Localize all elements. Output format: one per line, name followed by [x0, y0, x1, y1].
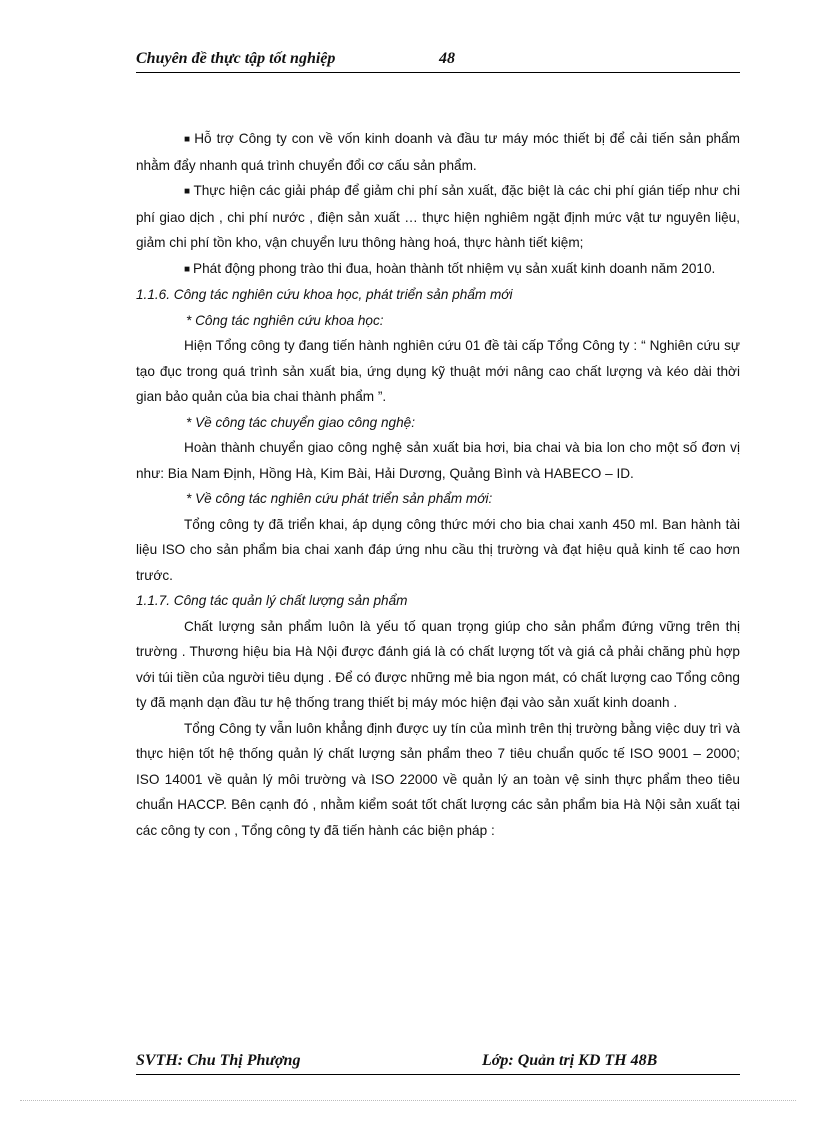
bullet-paragraph: [136, 126, 740, 178]
document-title: Chuyên đề thực tập tốt nghiệp: [136, 50, 336, 67]
section-heading-1-1-7: 1.1.7. Công tác quản lý chất lượng sản phẩm: [136, 593, 408, 608]
bullet-paragraph: [136, 178, 740, 256]
paragraph: Hoàn thành chuyển giao công nghệ sản xuất bia hơi, bia chai và bia lon cho một số đơn vị như: Bia Nam Định, Hồng Hà, Kim Bài, Hải Dương, Quảng Bình và HABECO – ID.: [136, 440, 740, 481]
square-bullet-icon: ■: [184, 263, 191, 275]
page-header: [136, 50, 740, 73]
document-body: [136, 126, 740, 843]
subsection-title: * Về công tác chuyển giao công nghệ:: [186, 414, 415, 430]
paragraph: Tổng Công ty vẫn luôn khẳng định được uy tín của mình trên thị trường bằng việc duy trì và thực hiện tốt hệ thống quản lý chất lượng sản phẩm theo 7 tiêu chuẩn quốc tế ISO 9001 – 2000; ISO 14001 về quản lý môi trường và ISO 22000 về quản lý an toàn vệ sinh thực phẩm theo tiêu chuẩn HACCP. Bên cạnh đó , nhằm kiểm soát tốt chất lượng các sản phẩm bia Hà Nội sản xuất tại các công ty con , Tổng công ty đã tiến hành các biện pháp :: [136, 720, 740, 838]
paragraph: Hiện Tổng công ty đang tiến hành nghiên cứu 01 đề tài cấp Tổng Công ty : “ Nghiên cứu sự tạo đục trong quá trình sản xuất bia, ứng dụng kỹ thuật mới nâng cao chất lượng và kéo dài thời gian bảo quản của bia chai thành phẩm ”.: [136, 338, 740, 404]
paragraph: Tổng công ty đã triển khai, áp dụng công thức mới cho bia chai xanh 450 ml. Ban hành tài liệu ISO cho sản phẩm bia chai xanh đáp ứng nhu cầu thị trường và đạt hiệu quả kinh tế cao hơn trước.: [136, 516, 740, 583]
student-name: SVTH: Chu Thị Phượng: [136, 1052, 301, 1069]
bullet-paragraph: [136, 256, 740, 283]
square-bullet-icon: ■: [184, 134, 192, 145]
paragraph: Chất lượng sản phẩm luôn là yếu tố quan trọng giúp cho sản phẩm đứng vững trên thị trường . Thương hiệu bia Hà Nội được đánh giá là có chất lượng tốt và giá cả phải chăng phù hợp với túi tiền của người tiêu dụng . Để có được những mẻ bia ngon mát, có chất lượng cao Tổng công ty đã mạnh dạn đầu tư hệ thống trang thiết bị máy móc hiện đại vào sản xuất kinh doanh .: [136, 618, 740, 710]
bullet-text: Thực hiện các giải pháp để giảm chi phí sản xuất, đặc biệt là các chi phí gián tiếp như chi phí giao dịch , chi phí nước , điện sản xuất … thực hiện nghiêm ngặt định mức vật tư nguyên liệu, giảm chi phí tồn kho, vận chuyển lưu thông hàng hoá, thực hành tiết kiệm;: [136, 183, 741, 250]
square-bullet-icon: ■: [184, 186, 191, 197]
section-heading-1-1-6: 1.1.6. Công tác nghiên cứu khoa học, phát triển sản phẩm mới: [136, 287, 513, 302]
bullet-text: Phát động phong trào thi đua, hoàn thành tốt nhiệm vụ sản xuất kinh doanh năm 2010.: [193, 260, 716, 276]
subsection-title: * Về công tác nghiên cứu phát triển sản phẩm mới:: [186, 491, 493, 506]
bullet-text: Hỗ trợ Công ty con về vốn kinh doanh và đầu tư máy móc thiết bị để cải tiến sản phẩm nhằm đẩy nhanh quá trình chuyển đổi cơ cấu sản phẩm.: [136, 131, 740, 173]
page-break-divider: [20, 1100, 796, 1101]
subsection-title: * Công tác nghiên cứu khoa học:: [186, 312, 384, 328]
class-name: Lớp: Quản trị KD TH 48B: [482, 1052, 658, 1069]
page-footer: [136, 1052, 740, 1075]
page-number: 48: [439, 50, 455, 67]
